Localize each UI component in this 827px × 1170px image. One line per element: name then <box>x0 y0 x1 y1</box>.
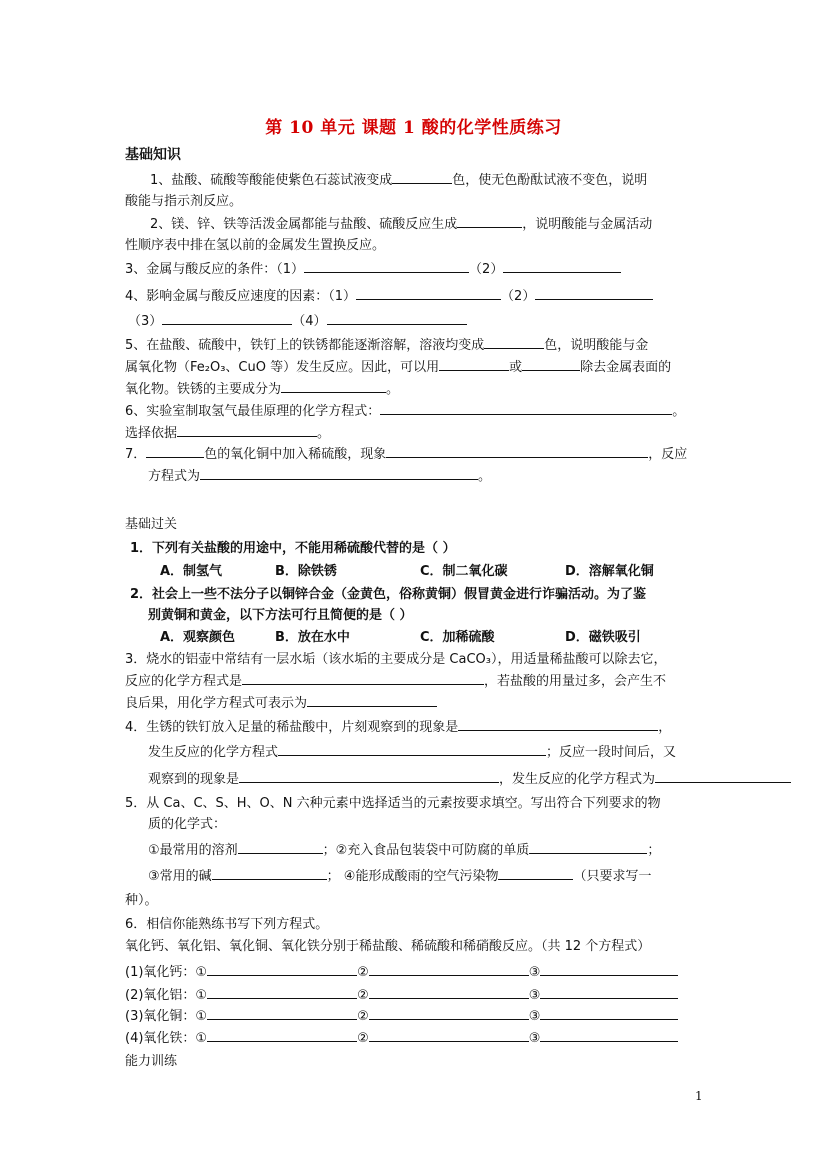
question-4-cont <box>148 769 791 790</box>
text: （3） <box>128 314 163 329</box>
answer-blank[interactable] <box>484 335 544 349</box>
text: 除去金属表面的 <box>580 360 672 375</box>
text: （2） <box>469 262 504 277</box>
equation-row-4 <box>125 1028 678 1049</box>
answer-blank[interactable] <box>369 985 529 999</box>
text: （只要求写一 <box>573 869 652 884</box>
text: ② <box>357 1009 369 1024</box>
text: 7． <box>125 447 147 462</box>
question-5 <box>125 335 648 356</box>
question-5-cont <box>148 840 660 861</box>
text: ，发生反应的化学方程式为 <box>499 772 656 787</box>
answer-blank[interactable] <box>307 693 437 707</box>
text: （4） <box>292 314 327 329</box>
text: 。 <box>386 382 400 397</box>
text: ③ <box>528 1031 541 1046</box>
option-c[interactable]: C．加稀硫酸 <box>420 630 495 645</box>
text: ① <box>195 1009 208 1024</box>
text: 观察到的现象是 <box>148 772 240 787</box>
text: 氧化物。铁锈的主要成分为 <box>125 382 282 397</box>
text: 4、影响金属与酸反应速度的因素：（1） <box>125 289 357 304</box>
text: (4)氧化铁： <box>125 1031 196 1046</box>
question-5-cont: 种）。 <box>125 893 158 908</box>
question-2 <box>150 214 652 235</box>
option-a[interactable]: A．制氢气 <box>160 564 223 579</box>
question-3-cont <box>125 671 666 692</box>
text: ③常用的碱 <box>148 869 212 884</box>
option-b[interactable]: B．放在水中 <box>275 630 350 645</box>
equation-row-3 <box>125 1006 678 1027</box>
mc-question-2-cont: 别黄铜和黄金，以下方法可行且简便的是（ ） <box>148 608 413 623</box>
answer-blank[interactable] <box>522 357 580 371</box>
text: 。 <box>672 404 686 419</box>
text: 发生反应的化学方程式 <box>148 745 279 760</box>
text: 。 <box>478 469 492 484</box>
answer-blank[interactable] <box>386 444 648 458</box>
answer-blank[interactable] <box>655 769 791 783</box>
text: ① <box>195 988 208 1003</box>
text: ；反应一段时间后，又 <box>546 745 677 760</box>
question-5: 5．从 Ca、C、S、H、O、N 六种元素中选择适当的元素按要求填空。写出符合下列要求的物 <box>125 796 661 811</box>
question-6: 6．相信你能熟练书写下列方程式。 <box>125 917 329 932</box>
text: 。 <box>317 426 331 441</box>
text: ，反应 <box>648 447 688 462</box>
answer-blank[interactable] <box>281 379 386 393</box>
text: 酸能与指示剂反应。 <box>125 194 243 209</box>
question-3 <box>125 259 621 280</box>
answer-blank[interactable] <box>540 1028 678 1042</box>
text: ③ <box>528 1009 541 1024</box>
text: 3、金属与酸反应的条件：（1） <box>125 262 305 277</box>
question-4 <box>125 717 671 738</box>
text: ③ <box>528 965 541 980</box>
text: ； ④能形成酸雨的空气污染物 <box>326 869 499 884</box>
text: ② <box>357 988 369 1003</box>
text: ③ <box>528 988 541 1003</box>
text: 方程式为 <box>148 469 201 484</box>
answer-blank[interactable] <box>162 311 292 325</box>
text: 5、在盐酸、硫酸中，铁钉上的铁锈都能逐渐溶解，溶液均变成 <box>125 338 485 353</box>
text: (3)氧化铜： <box>125 1009 196 1024</box>
equation-row-2 <box>125 985 678 1006</box>
answer-blank[interactable] <box>457 214 522 228</box>
question-3-cont <box>125 693 437 714</box>
text: 性顺序表中排在氢以前的金属发生置换反应。 <box>125 238 386 253</box>
answer-blank[interactable] <box>212 866 327 880</box>
text: ，若盐酸的用量过多，会产生不 <box>484 674 667 689</box>
text: ，说明酸能与金属活动 <box>522 217 653 232</box>
page-title: 第 10 单元 课题 1 酸的化学性质练习 <box>265 118 562 138</box>
answer-blank[interactable] <box>540 985 678 999</box>
question-4-cont <box>148 742 676 763</box>
text: 2、镁、锌、铁等活泼金属都能与盐酸、硫酸反应生成 <box>150 217 458 232</box>
answer-blank[interactable] <box>535 286 653 300</box>
question-7 <box>125 444 687 465</box>
text: 色的氧化铜中加入稀硫酸，现象 <box>204 447 387 462</box>
answer-blank[interactable] <box>278 742 546 756</box>
section-heading: 基础知识 <box>125 147 181 163</box>
option-b[interactable]: B．除铁锈 <box>275 564 337 579</box>
answer-blank[interactable] <box>540 1006 678 1020</box>
question-1 <box>150 170 647 191</box>
question-5-cont: 质的化学式： <box>148 817 227 832</box>
text: 或 <box>509 360 523 375</box>
option-c[interactable]: C．制二氧化碳 <box>420 564 508 579</box>
answer-blank[interactable] <box>458 717 658 731</box>
text: 选择依据 <box>125 426 178 441</box>
answer-blank[interactable] <box>207 1028 357 1042</box>
answer-blank[interactable] <box>238 840 323 854</box>
text: 反应的化学方程式是 <box>125 674 243 689</box>
answer-blank[interactable] <box>439 357 509 371</box>
text: 色，说明酸能与金 <box>544 338 649 353</box>
section-heading: 基础过关 <box>125 517 178 532</box>
text: ； <box>647 843 661 858</box>
question-3: 3．烧水的铝壶中常结有一层水垢（该水垢的主要成分是 CaCO₃），用适量稀盐酸可以除去它， <box>125 652 667 667</box>
text: ① <box>195 1031 208 1046</box>
answer-blank[interactable] <box>392 170 452 184</box>
page-number: 1 <box>695 1089 703 1103</box>
answer-blank[interactable] <box>200 466 478 480</box>
question-5-cont <box>125 357 671 378</box>
answer-blank[interactable] <box>239 769 499 783</box>
text: ， <box>658 720 672 735</box>
question-4 <box>125 286 653 307</box>
equation-row-1 <box>125 962 678 983</box>
answer-blank[interactable] <box>380 401 672 415</box>
text: 4．生锈的铁钉放入足量的稀盐酸中，片刻观察到的现象是 <box>125 720 459 735</box>
text: 良后果，用化学方程式可表示为 <box>125 696 308 711</box>
option-d[interactable]: D．磁铁吸引 <box>565 630 641 645</box>
answer-blank[interactable] <box>327 311 467 325</box>
question-5-cont <box>148 866 651 887</box>
answer-blank[interactable] <box>369 1006 529 1020</box>
text: 6、实验室制取氢气最佳原理的化学方程式： <box>125 404 381 419</box>
question-6 <box>125 401 685 422</box>
answer-blank[interactable] <box>369 962 529 976</box>
text: 属氧化物（Fe₂O₃、CuO 等）发生反应。因此，可以用 <box>125 360 440 375</box>
answer-blank[interactable] <box>146 444 204 458</box>
answer-blank[interactable] <box>369 1028 529 1042</box>
mc-options-1 <box>160 562 654 582</box>
question-7-cont <box>148 466 491 487</box>
answer-blank[interactable] <box>356 286 501 300</box>
option-a[interactable]: A．观察颜色 <box>160 630 236 645</box>
text: ；②充入食品包装袋中可防腐的单质 <box>322 843 530 858</box>
text: (2)氧化铝： <box>125 988 196 1003</box>
answer-blank[interactable] <box>498 866 573 880</box>
text: 色，使无色酚酞试液不变色，说明 <box>452 173 648 188</box>
text: 1、盐酸、硫酸等酸能使紫色石蕊试液变成 <box>150 173 393 188</box>
answer-blank[interactable] <box>207 1006 357 1020</box>
question-6-cont <box>125 423 330 444</box>
text: ① <box>195 965 208 980</box>
answer-blank[interactable] <box>529 840 647 854</box>
answer-blank[interactable] <box>503 259 621 273</box>
text: （2） <box>501 289 536 304</box>
mc-options-2 <box>160 628 641 648</box>
option-d[interactable]: D．溶解氧化铜 <box>565 564 654 579</box>
answer-blank[interactable] <box>304 259 469 273</box>
question-5-cont <box>125 379 399 400</box>
text: ② <box>357 965 369 980</box>
question-6-cont: 氧化钙、氧化铝、氧化铜、氧化铁分别于稀盐酸、稀硫酸和稀硝酸反应。（共 12 个方程式） <box>125 939 651 954</box>
answer-blank[interactable] <box>207 985 357 999</box>
answer-blank[interactable] <box>540 962 678 976</box>
answer-blank[interactable] <box>242 671 484 685</box>
mc-question-1: 1．下列有关盐酸的用途中，不能用稀硫酸代替的是（ ） <box>130 541 456 556</box>
text: ①最常用的溶剂 <box>148 843 238 858</box>
text: (1)氧化钙： <box>125 965 196 980</box>
text: ② <box>357 1031 369 1046</box>
answer-blank[interactable] <box>207 962 357 976</box>
answer-blank[interactable] <box>177 423 317 437</box>
mc-question-2: 2．社会上一些不法分子以铜锌合金（金黄色，俗称黄铜）假冒黄金进行诈骗活动。为了鉴 <box>130 587 647 602</box>
section-heading: 能力训练 <box>125 1054 178 1069</box>
question-4-cont <box>128 311 467 332</box>
